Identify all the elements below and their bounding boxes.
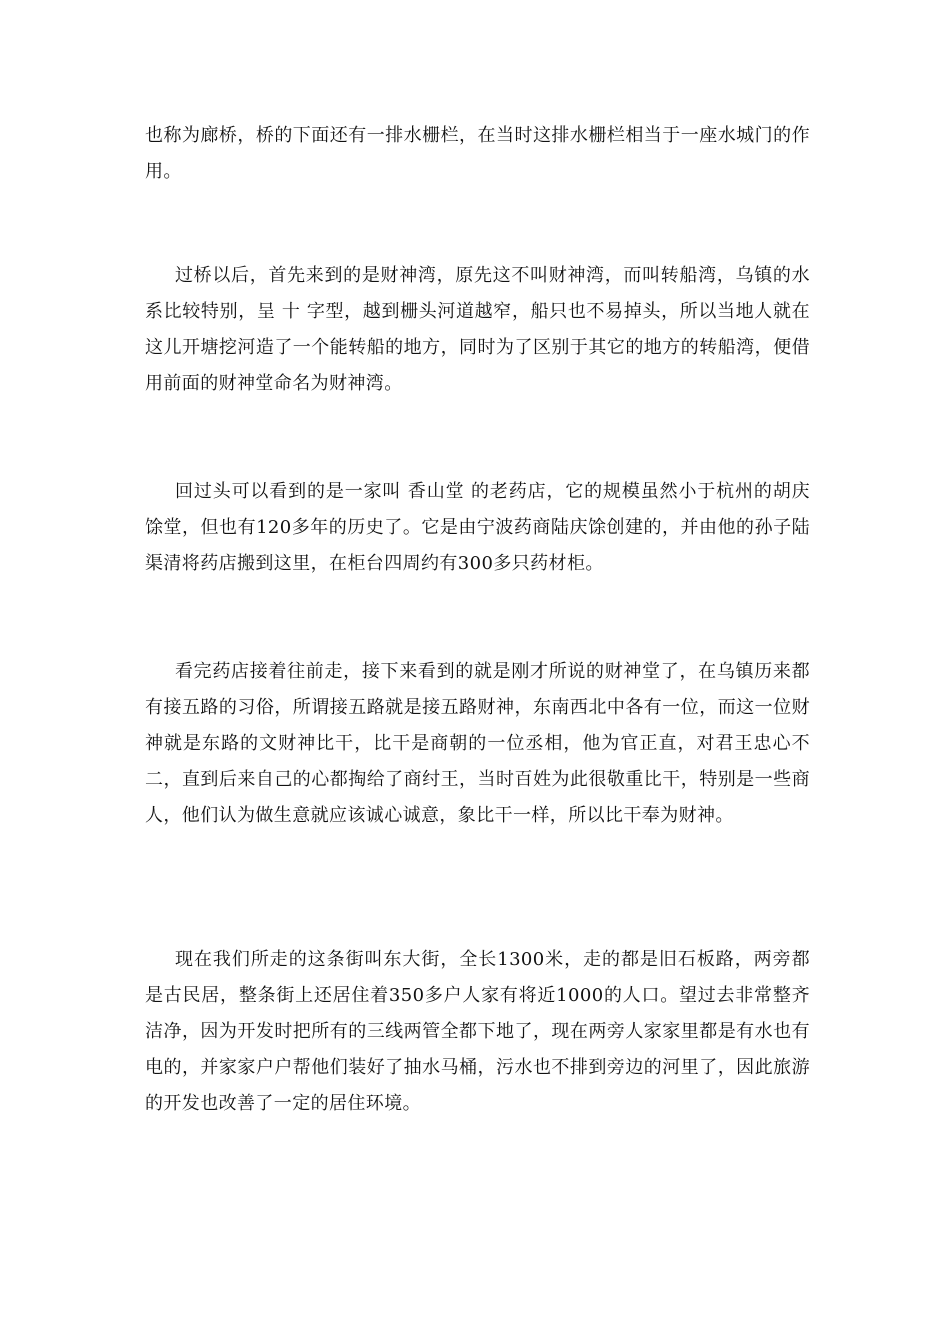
paragraph-dongdajie: 现在我们所走的这条街叫东大街，全长1300米，走的都是旧石板路，两旁都是古民居，整条街上还居住着350多户人家有将近1000的人口。望过去非常整齐洁净，因为开发时把所有的三线两管全都下地了，现在两旁人家家里都是有水也有电的，并家家户户帮他们装好了抽水马桶，污水也不排到旁边的河里了，因此旅游的开发也改善了一定的居住环境。 bbox=[145, 949, 810, 1114]
paragraph-caishentang: 看完药店接着往前走，接下来看到的就是刚才所说的财神堂了，在乌镇历来都有接五路的习俗，所谓接五路就是接五路财神，东南西北中各有一位，而这一位财神就是东路的文财神比干，比干是商朝的一位丞相，他为官正直，对君王忠心不二，直到后来自己的心都掏给了商纣王，当时百姓为此很敬重比干，特别是一些商人，他们认为做生意就应该诚心诚意，象比干一样，所以比干奉为财神。 bbox=[145, 661, 810, 826]
paragraph-caishenwan: 过桥以后，首先来到的是财神湾，原先这不叫财神湾，而叫转船湾，乌镇的水系比较特别，呈 十 字型，越到栅头河道越窄，船只也不易掉头，所以当地人就在这儿开塘挖河造了一个能转船的地方，同时为了区别于其它的地方的转船湾，便借用前面的财神堂命名为财神湾。 bbox=[145, 265, 810, 394]
paragraph-xiangshantang: 回过头可以看到的是一家叫 香山堂 的老药店，它的规模虽然小于杭州的胡庆馀堂，但也有120多年的历史了。它是由宁波药商陆庆馀创建的，并由他的孙子陆渠清将药店搬到这里，在柜台四周约有300多只药材柜。 bbox=[145, 481, 810, 574]
paragraph-langqiao: 也称为廊桥，桥的下面还有一排水栅栏，在当时这排水栅栏相当于一座水城门的作用。 bbox=[145, 125, 810, 182]
